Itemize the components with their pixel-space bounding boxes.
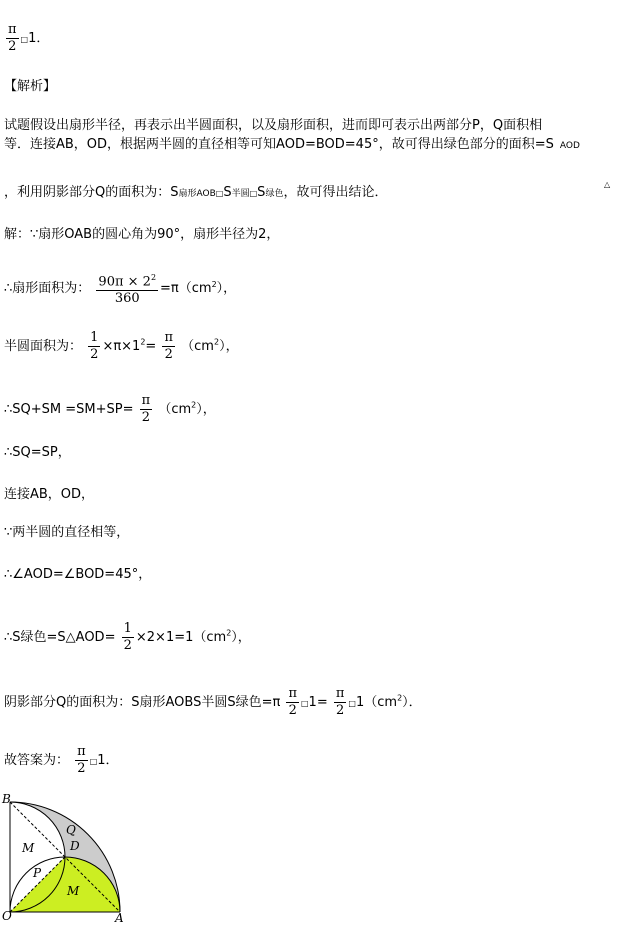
pi-over-two-fraction [6, 22, 19, 55]
fraction-numerator: π [288, 686, 297, 701]
solution-line: 解：∵扇形OAB的圆心角为90°，扇形半径为2， [4, 227, 280, 242]
green-area-suffix: ×2×1=1（cm [135, 630, 227, 645]
sector-area-end: ）， [216, 281, 237, 297]
sector-area-fraction [96, 270, 158, 307]
analysis-line-2 [4, 136, 580, 155]
semicircle-area-suffix: （cm [181, 339, 214, 354]
final-answer-prefix: 故答案为： [4, 753, 70, 768]
sum-line-text: ∴SQ+SM =SM+SP= [4, 402, 134, 417]
label-b: B [2, 792, 11, 806]
unit-exponent: 2 [226, 628, 232, 638]
semicircle-area-end: ）， [219, 339, 239, 354]
triangle-mark: △ [604, 180, 611, 189]
fraction-numerator: π [77, 744, 86, 759]
fraction-numerator: π [8, 22, 17, 37]
green-area-prefix: ∴S绿色=S△AOD= [4, 630, 116, 645]
missing-glyph-icon: □ [20, 35, 29, 44]
analysis-line-1: 试题假设出扇形半径，再表示出半圆面积，以及扇形面积，进而即可表示出两部分P，Q面积相 [4, 118, 543, 133]
analysis-line-3-b: S [223, 185, 232, 200]
fraction-denominator: 2 [8, 39, 17, 54]
unit-exponent: 2 [213, 337, 220, 347]
analysis-line-3 [4, 184, 387, 203]
fraction-numerator: π [164, 330, 174, 345]
fraction-denominator: 2 [335, 703, 345, 718]
green-area-line [4, 621, 251, 654]
half-fraction [88, 330, 100, 363]
analysis-line-3-a: ，利用阴影部分Q的面积为：S [4, 185, 179, 200]
fraction-denominator: 2 [90, 347, 99, 362]
shadow-q-suffix: 1（cm [355, 695, 398, 710]
fraction-denominator: 2 [77, 761, 86, 776]
numerator-text: 90π × 2 [98, 274, 151, 290]
missing-glyph-icon: □ [249, 189, 258, 198]
fraction-denominator: 360 [114, 291, 140, 307]
exponent: 2 [140, 337, 146, 347]
fraction-denominator: 2 [123, 638, 132, 653]
label-o: O [2, 909, 12, 923]
unit-exponent: 2 [211, 279, 217, 289]
sector-subscript: 扇形AOB [178, 189, 216, 199]
label-a: A [115, 911, 124, 925]
fraction-numerator: 1 [90, 330, 99, 345]
fraction-numerator: π [335, 686, 345, 701]
sum-line-suffix: （cm [158, 402, 192, 417]
sum-line-end: ）， [196, 402, 216, 417]
missing-glyph-icon: □ [89, 757, 98, 766]
label-d: D [70, 839, 80, 853]
unit-exponent: 2 [191, 400, 197, 410]
top-answer-rest: 1． [28, 31, 50, 46]
shadow-q-prefix: 阴影部分Q的面积为：S扇形AOBS半圆S绿色=π [4, 695, 281, 710]
section-title: 【解析】 [4, 79, 57, 94]
fraction-numerator [96, 270, 158, 291]
pi-over-two-fraction [286, 686, 299, 719]
fraction-numerator: π [141, 393, 151, 408]
analysis-line-2-sub: AOD [559, 141, 580, 151]
final-answer-suffix: 1． [97, 753, 119, 768]
semicircle-area-prefix: 半圆面积为： [4, 339, 83, 354]
angle-line: ∴∠AOD=∠BOD=45°， [4, 567, 152, 582]
pi-over-two-fraction [162, 330, 175, 363]
semicircle-subscript: 半圆 [231, 189, 250, 199]
analysis-line-3-c: S [257, 185, 266, 200]
analysis-line-2-text: 等．连接AB，OD，根据两半圆的直径相等可知AOD=BOD=45°，故可得出绿色部分的面积=S [4, 137, 554, 152]
pi-over-two-fraction [75, 744, 88, 777]
connect-line: 连接AB，OD， [4, 487, 95, 502]
fraction-denominator: 2 [141, 410, 151, 425]
unit-exponent: 2 [397, 693, 403, 703]
final-answer-line [4, 744, 119, 777]
top-answer [4, 22, 49, 55]
geometry-figure [0, 790, 140, 940]
equals: = [145, 339, 157, 354]
sector-area-line [4, 270, 236, 307]
sq-equals-sp: ∴SQ=SP， [4, 445, 71, 460]
fraction-numerator: 1 [123, 621, 132, 636]
pi-over-two-fraction [334, 686, 347, 719]
missing-glyph-icon: □ [348, 699, 356, 708]
fraction-denominator: 2 [288, 703, 297, 718]
semicircle-area-line [4, 330, 239, 363]
label-p: P [33, 866, 42, 880]
diameter-equal-line: ∵两半圆的直径相等， [4, 525, 130, 540]
shadow-q-end: ）． [402, 695, 422, 710]
missing-glyph-icon: □ [300, 699, 309, 708]
semicircle-mid: ×π×1 [102, 339, 141, 354]
label-m-bottom: M [67, 884, 80, 898]
fraction-denominator: 2 [164, 347, 173, 362]
half-fraction [122, 621, 134, 654]
shadow-q-line [4, 686, 422, 719]
shadow-q-mid: 1= [308, 695, 328, 710]
pi-over-two-fraction [140, 393, 153, 426]
missing-glyph-icon: □ [215, 189, 224, 198]
label-m-top: M [22, 841, 35, 855]
label-q: Q [66, 823, 76, 837]
green-subscript: 绿色 [265, 189, 284, 199]
exponent: 2 [150, 273, 157, 282]
sum-line [4, 393, 216, 426]
green-area-end: ）， [231, 630, 251, 645]
analysis-line-3-d: ，故可得出结论． [283, 185, 388, 200]
sector-area-prefix: ∴扇形面积为： [4, 281, 91, 297]
sector-area-suffix: =π（cm [160, 281, 212, 297]
